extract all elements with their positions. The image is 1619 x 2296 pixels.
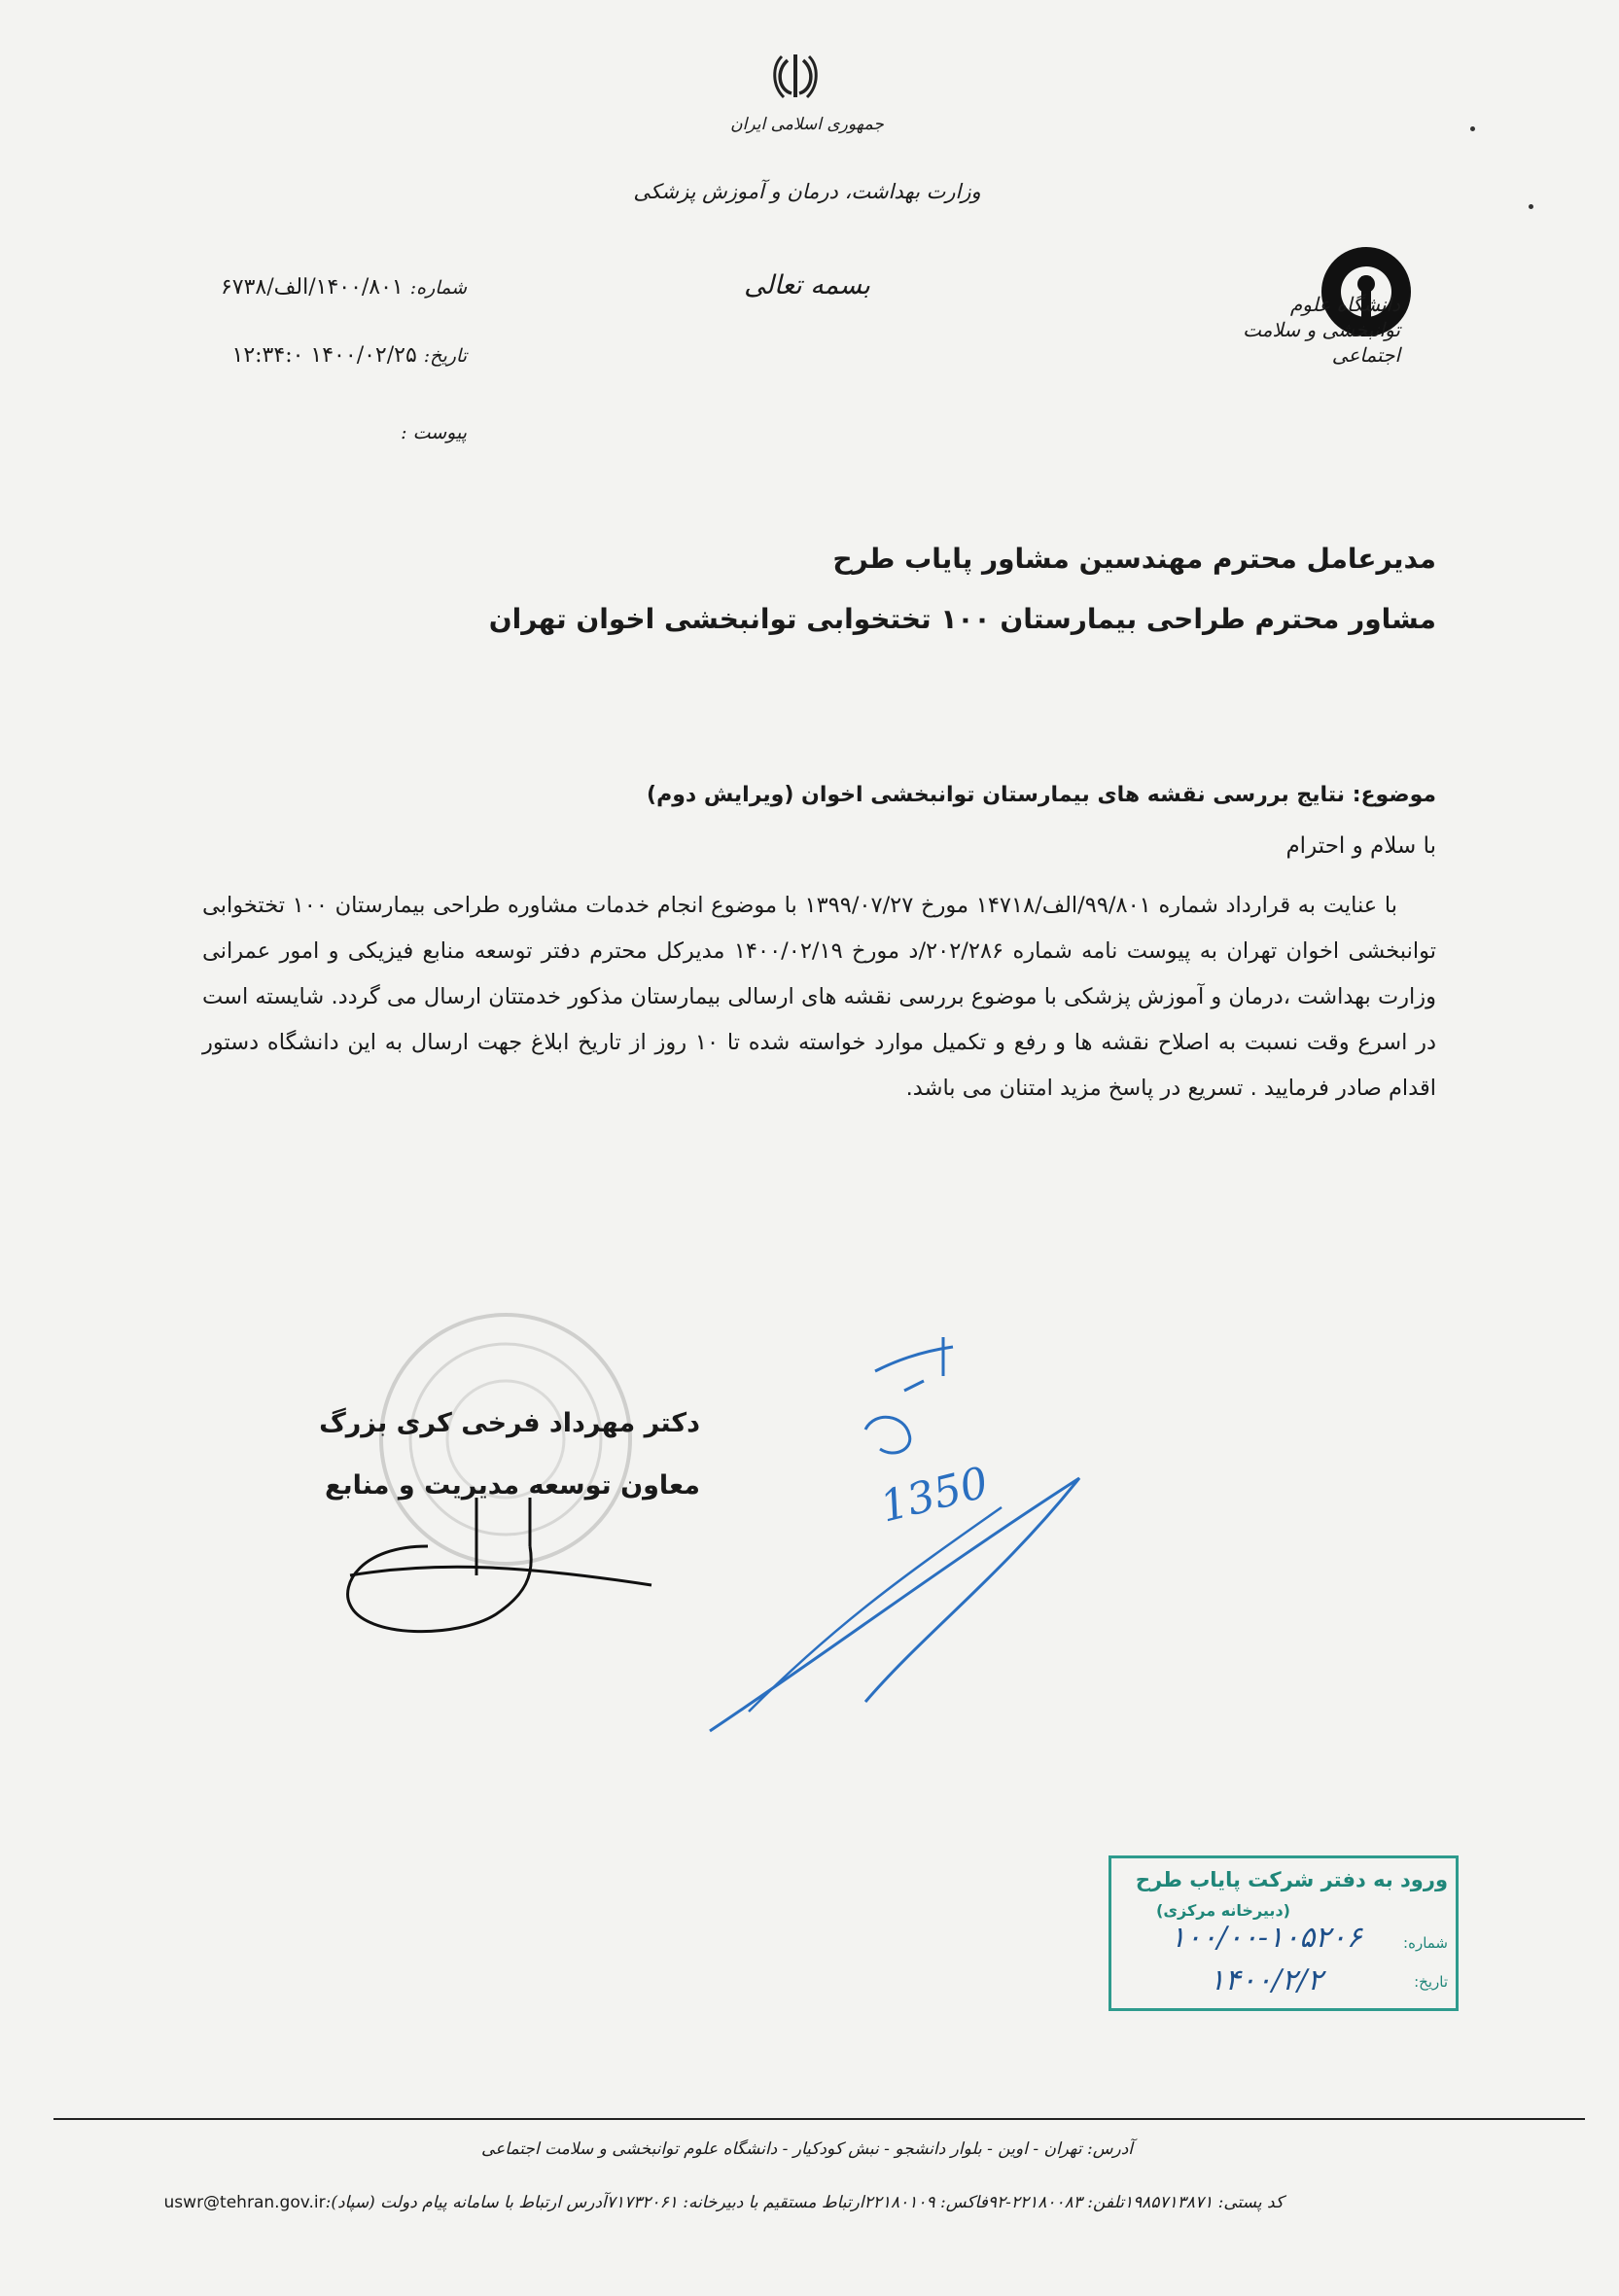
- footer-email-link[interactable]: uswr@tehran.gov.ir: [163, 2193, 326, 2212]
- footer-contacts: [163, 2193, 1284, 2212]
- footer-direct-line: ارتباط مستقیم با دبیرخانه: ۷۱۷۳۲۰۶۱: [606, 2193, 864, 2212]
- recipient-line-1: مدیرعامل محترم مهندسین مشاور پایاب طرح: [832, 543, 1436, 575]
- letter-date-label: تاریخ:: [423, 345, 467, 367]
- handwritten-signature-icon: [321, 1254, 1118, 1799]
- footer-fax: فاکس: ۲۲۱۸۰۱۰۹: [863, 2193, 988, 2212]
- footer-phone: تلفن: ۲۲۱۸۰۰۸۳-۹۲: [987, 2193, 1124, 2212]
- stamp-number-value: ۱۰۰/۰۰-۱۰۵۲۰۶: [1170, 1921, 1362, 1955]
- letter-subject: موضوع: نتایج بررسی نقشه های بیمارستان توانبخشی اخوان (ویرایش دوم): [647, 783, 1436, 807]
- letter-body: با عنایت به قرارداد شماره ۹۹/۸۰۱/الف/۱۴۷۱۸ مورخ ۱۳۹۹/۰۷/۲۷ با موضوع انجام خدمات مشاوره طراحی بیمارستان ۱۰۰ تختخوابی توانبخشی اخوان تهران به پیوست نامه شماره ۲۰۲/۲۸۶/د مورخ ۱۴۰۰/۰۲/۱۹ مدیرکل محترم دفتر توسعه منابع فیزیکی و امور عمرانی وزارت بهداشت ،درمان و آموزش پزشکی با موضوع بررسی نقشه های ارسالی بیمارستان مذکور خدمتتان ارسال می گردد. شایسته است در اسرع وقت نسبت به اصلاح نقشه ها و رفع و تکمیل موارد خواسته شده تا ۱۰ روز از تاریخ ابلاغ جهت ارسال به این دانشگاه دستور اقدام صادر فرمایید . تسریع در پاسخ مزید امتنان می باشد.: [202, 893, 1436, 1101]
- ministry-title: وزارت بهداشت، درمان و آموزش پزشکی: [633, 180, 981, 203]
- stamp-date-label: تاریخ:: [1414, 1973, 1448, 1991]
- handwritten-number: 1350: [875, 1458, 994, 1533]
- letter-greeting: با سلام و احترام: [1285, 833, 1436, 859]
- letter-attachment: [136, 420, 467, 444]
- stamp-number-label: شماره:: [1403, 1934, 1448, 1952]
- stamp-title: ورود به دفتر شرکت پایاب طرح: [1135, 1868, 1448, 1891]
- stamp-subtitle: (دبیرخانه مرکزی): [1156, 1901, 1290, 1920]
- republic-title: جمهوری اسلامی ایران: [730, 115, 884, 134]
- bismillah: بسمه تعالی: [744, 270, 870, 300]
- iran-emblem-icon: [768, 49, 823, 103]
- footer-divider: [53, 2118, 1585, 2120]
- letter-number-value: ۱۴۰۰/۸۰۱/الف/۶۷۳۸: [220, 275, 404, 300]
- scan-speck: [1470, 126, 1475, 131]
- stamp-date-value: ۱۴۰۰/۲/۲: [1209, 1963, 1323, 1997]
- letter-number-label: شماره:: [409, 277, 467, 299]
- university-name: دانشگاه علوم توانبخشی و سلامت اجتماعی: [1243, 293, 1400, 367]
- attachment-label: پیوست :: [401, 422, 467, 443]
- footer-postal-code: کد پستی: ۱۹۸۵۷۱۳۸۷۱: [1123, 2193, 1284, 2212]
- footer-address: آدرس: تهران - اوین - بلوار دانشجو - نبش کودکیار - دانشگاه علوم توانبخشی و سلامت اجتماعی: [480, 2139, 1134, 2159]
- footer-messenger: آدرس ارتباط با سامانه پیام دولت (سپاد):: [325, 2193, 607, 2212]
- signatory-title: معاون توسعه مدیریت و منابع: [325, 1470, 700, 1501]
- letter-date-value: ۱۴۰۰/۰۲/۲۵ ۱۲:۳۴:۰: [231, 343, 417, 368]
- received-stamp: [1109, 1855, 1459, 2011]
- recipient-line-2: مشاور محترم طراحی بیمارستان ۱۰۰ تختخوابی توانبخشی اخوان تهران: [488, 603, 1436, 635]
- signatory-name: دکتر مهرداد فرخی کری بزرگ: [319, 1408, 700, 1438]
- letter-number: [136, 275, 467, 300]
- letter-date: [136, 343, 467, 368]
- scan-speck: [1529, 204, 1533, 209]
